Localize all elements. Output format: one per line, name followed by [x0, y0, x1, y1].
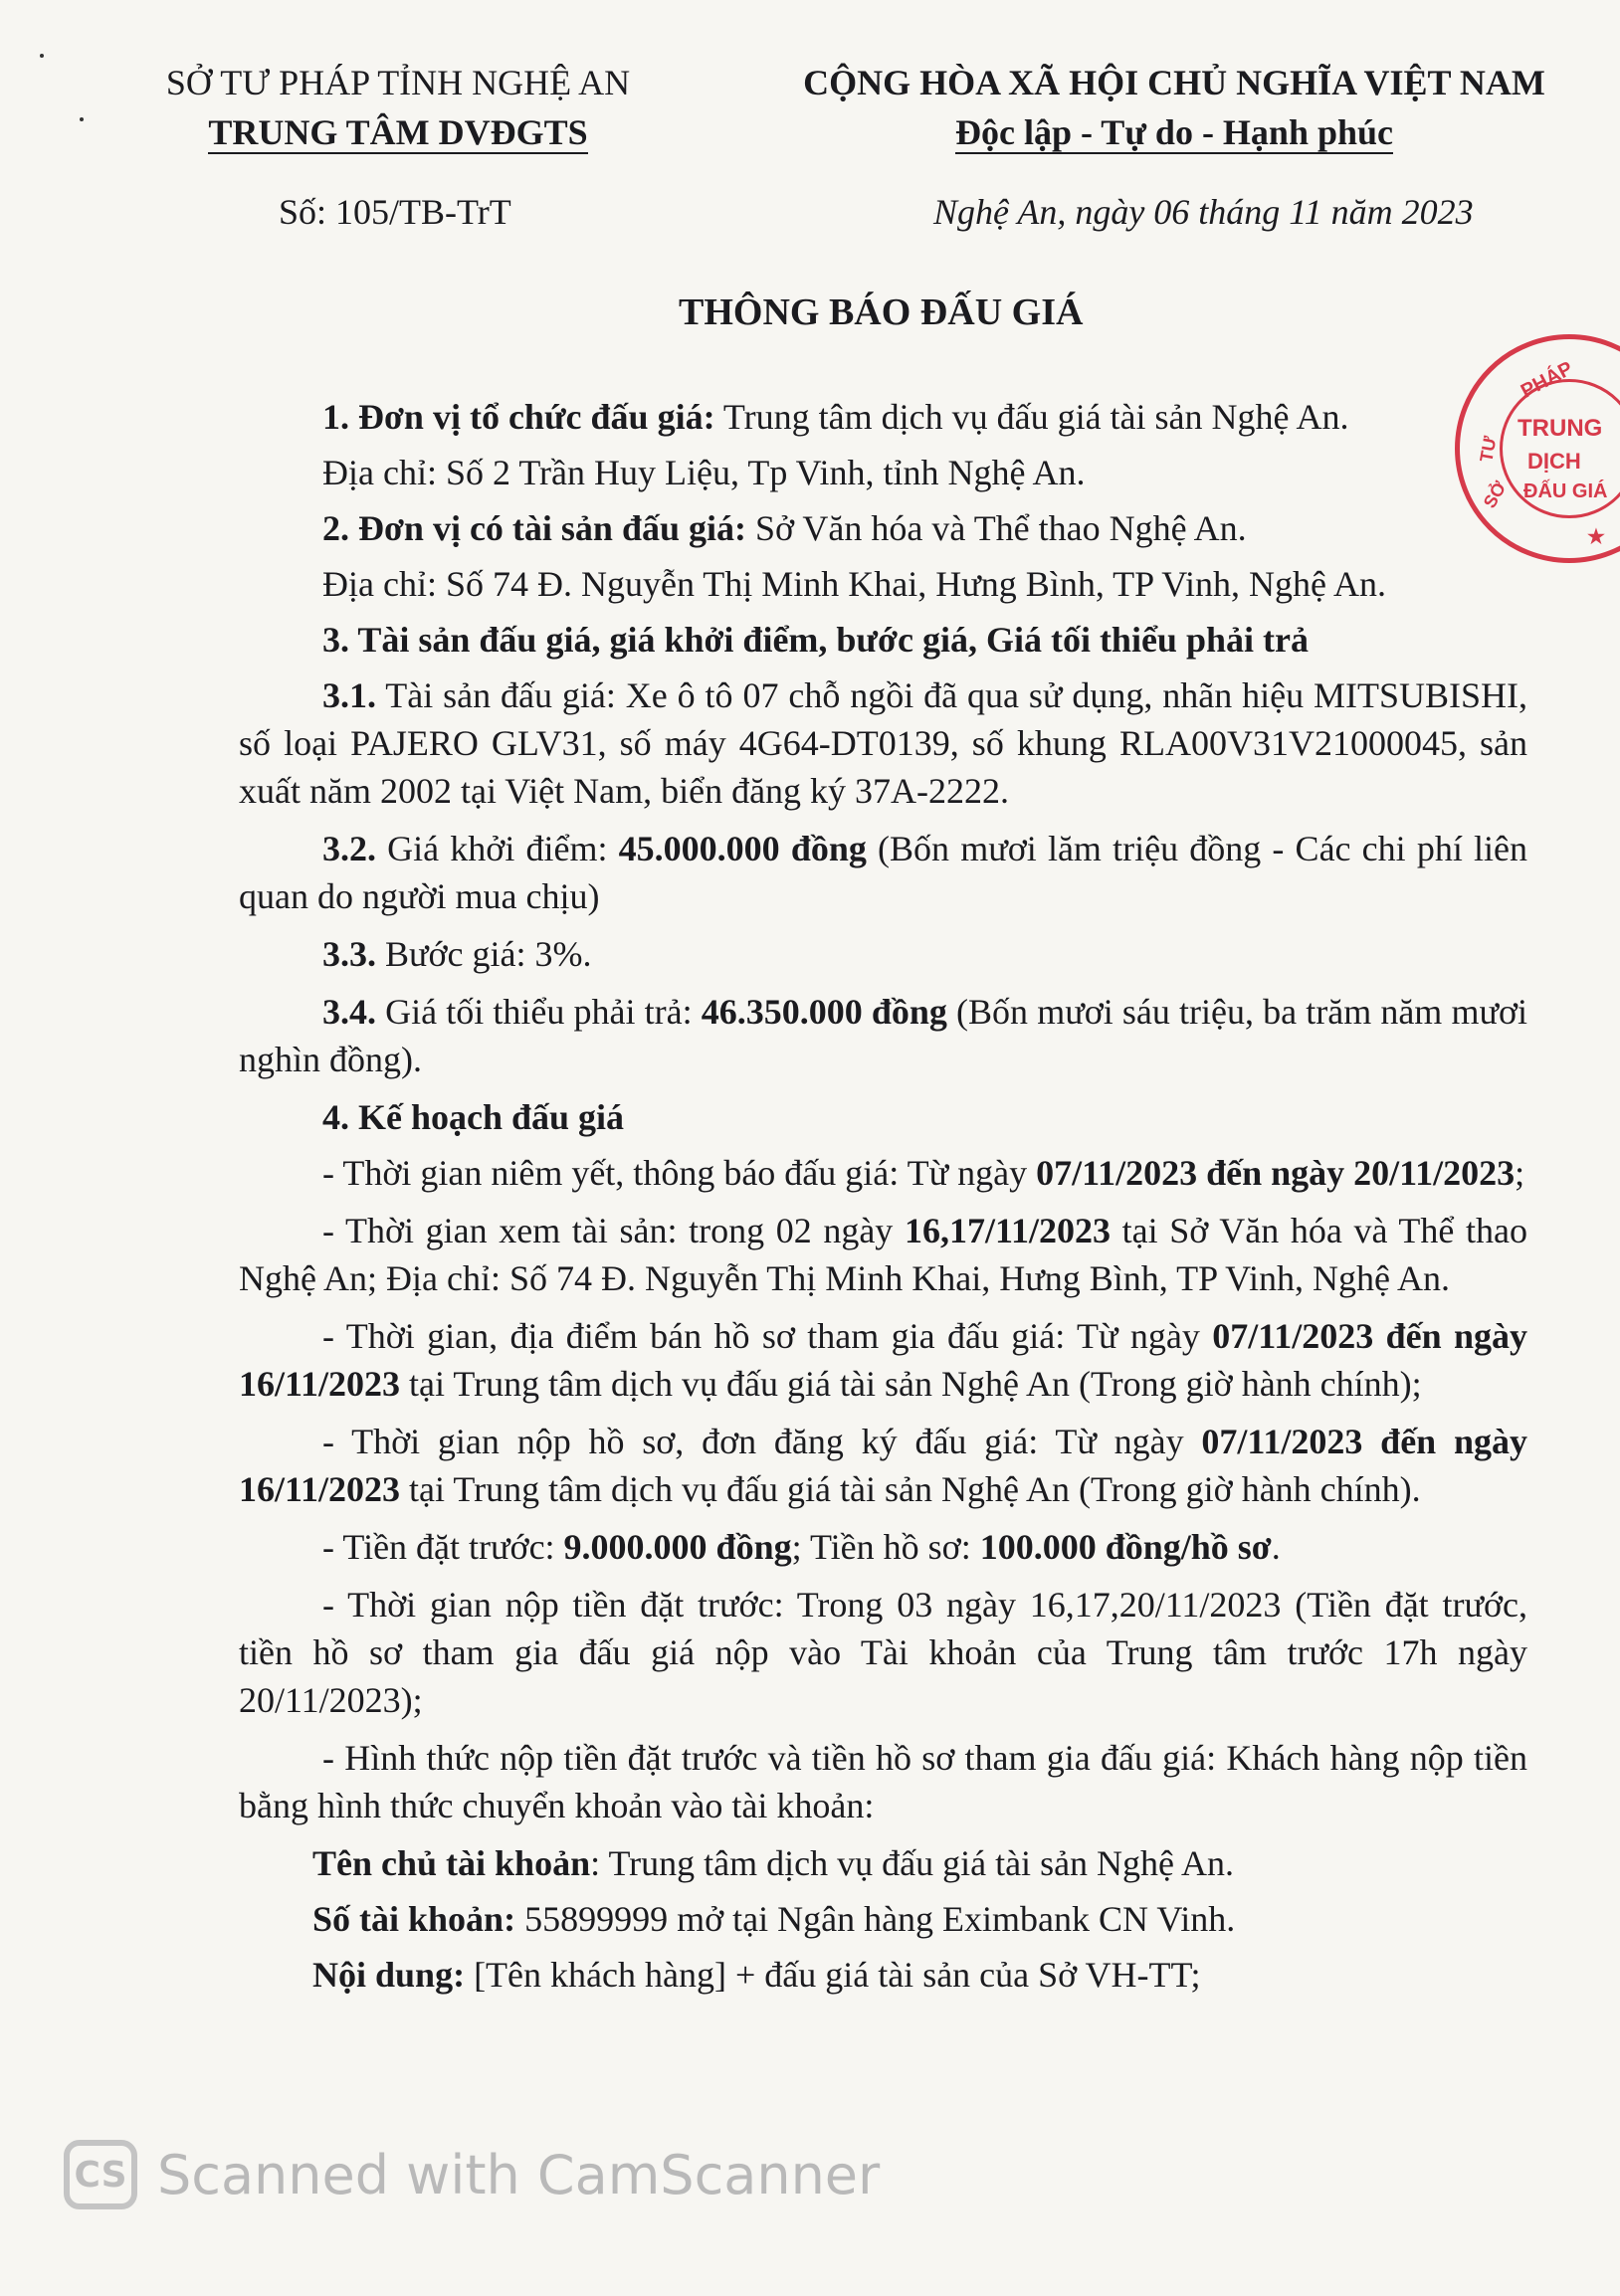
section-2-label: 2. Đơn vị có tài sản đấu giá: — [322, 508, 746, 548]
section-3-4-post: (Bốn mươi sáu triệu, ba trăm năm mươi nghìn đồng). — [239, 992, 1527, 1079]
section-3-4 — [239, 988, 1527, 1083]
section-3-4-label: 3.4. — [322, 992, 376, 1032]
transfer-content — [239, 1951, 1527, 1999]
seal-text-left2: SỞ — [1479, 478, 1511, 512]
section-3-heading: 3. Tài sản đấu giá, giá khởi điểm, bước giá, Giá tối thiểu phải trả — [322, 620, 1309, 660]
plan-item-viewing-post: tại Sở Văn hóa và Thể thao Nghệ An; Địa chỉ: Số 74 Đ. Nguyễn Thị Minh Khai, Hưng Bình, TP Vinh, Nghệ An. — [239, 1211, 1527, 1298]
plan-item-payment-method: - Hình thức nộp tiền đặt trước và tiền hồ sơ tham gia đấu giá: Khách hàng nộp tiền bằng hình thức chuyển khoản vào tài khoản: — [239, 1738, 1527, 1825]
issuer-line-1: SỞ TƯ PHÁP TỈNH NGHỆ AN — [165, 63, 631, 102]
issuer-line-2 — [129, 107, 667, 157]
section-3-2 — [239, 825, 1527, 920]
account-name-value: : Trung tâm dịch vụ đấu giá tài sản Nghệ An. — [590, 1843, 1235, 1883]
section-1-address: Địa chỉ: Số 2 Trần Huy Liệu, Tp Vinh, tỉnh Nghệ An. — [322, 453, 1086, 492]
account-name — [239, 1839, 1527, 1887]
plan-item-dossier-sale-post: tại Trung tâm dịch vụ đấu giá tài sản Nghệ An (Trong giờ hành chính); — [400, 1364, 1422, 1404]
section-4-heading: 4. Kế hoạch đấu giá — [322, 1097, 625, 1137]
section-3-2-label: 3.2. — [322, 829, 376, 868]
account-number-label: Số tài khoản: — [312, 1899, 516, 1939]
minimum-price: 46.350.000 đồng — [701, 992, 947, 1032]
starting-price: 45.000.000 đồng — [618, 829, 867, 868]
seal-text-line3: ĐẤU GIÁ — [1523, 480, 1608, 502]
seal-text-line2: DỊCH — [1527, 449, 1581, 474]
plan-item-dossier-sale-pre: - Thời gian, địa điểm bán hồ sơ tham gia đấu giá: Từ ngày — [322, 1316, 1213, 1356]
national-header — [766, 58, 1582, 157]
scan-speck — [80, 117, 84, 121]
document-date: Nghệ An, ngày 06 tháng 11 năm 2023 — [933, 192, 1474, 232]
plan-item-submission-pre: - Thời gian nộp hồ sơ, đơn đăng ký đấu giá: Từ ngày — [322, 1422, 1202, 1461]
plan-item-deposit-post: . — [1271, 1527, 1281, 1567]
section-2-address: Địa chỉ: Số 74 Đ. Nguyễn Thị Minh Khai, Hưng Bình, TP Vinh, Nghệ An. — [322, 564, 1387, 604]
document-title: THÔNG BÁO ĐẤU GIÁ — [679, 291, 1084, 333]
transfer-content-label: Nội dung: — [312, 1955, 466, 1995]
camscanner-logo-icon: CS — [64, 2140, 137, 2209]
section-2-value: Sở Văn hóa và Thể thao Nghệ An. — [746, 508, 1247, 548]
plan-item-listing-post: ; — [1515, 1153, 1525, 1193]
issuer-name: TRUNG TÂM DVĐGTS — [208, 112, 588, 152]
section-3-1-label: 3.1. — [322, 675, 376, 715]
section-2 — [239, 504, 1527, 552]
section-3-4-pre: Giá tối thiểu phải trả: — [376, 992, 702, 1032]
national-motto-text: Độc lập - Tự do - Hạnh phúc — [954, 112, 1394, 152]
plan-item-listing-pre: - Thời gian niêm yết, thông báo đấu giá: Từ ngày — [322, 1153, 1037, 1193]
dossier-fee: 100.000 đồng/hồ sơ — [979, 1527, 1272, 1567]
camscanner-watermark — [64, 2135, 880, 2214]
plan-item-listing-dates: 07/11/2023 đến ngày 20/11/2023 — [1036, 1153, 1516, 1193]
plan-item-submission-post: tại Trung tâm dịch vụ đấu giá tài sản Nghệ An (Trong giờ hành chính). — [400, 1469, 1421, 1509]
section-3-3-label: 3.3. — [322, 934, 376, 974]
seal-text-left1: TƯ — [1476, 434, 1501, 464]
seal-star-icon: ★ — [1587, 526, 1605, 548]
national-motto — [766, 107, 1582, 157]
section-3-3-text: Bước giá: 3%. — [376, 934, 592, 974]
plan-item-viewing-pre: - Thời gian xem tài sản: trong 02 ngày — [322, 1211, 905, 1250]
account-number — [239, 1895, 1527, 1943]
plan-item-deposit — [239, 1523, 1527, 1571]
section-1-value: Trung tâm dịch vụ đấu giá tài sản Nghệ An. — [714, 397, 1349, 437]
document-number: Số: 105/TB-TrT — [279, 192, 511, 232]
national-title: CỘNG HÒA XÃ HỘI CHỦ NGHĨA VIỆT NAM — [803, 63, 1545, 102]
plan-item-listing — [239, 1149, 1527, 1197]
issuer-header — [129, 58, 667, 157]
scan-speck — [40, 54, 44, 58]
plan-item-deposit-mid: ; Tiền hồ sơ: — [791, 1527, 980, 1567]
section-3-2-pre: Giá khởi điểm: — [376, 829, 619, 868]
plan-item-dossier-sale-dates: 07/11/2023 đến ngày 16/11/2023 — [239, 1316, 1527, 1404]
section-3-1-text: Tài sản đấu giá: Xe ô tô 07 chỗ ngồi đã qua sử dụng, nhãn hiệu MITSUBISHI, số loại PAJERO GLV31, số máy 4G64-DT0139, số khung RLA00V31V21000045, sản xuất năm 2002 tại Việt Nam, biển đăng ký 37A-2222. — [239, 675, 1527, 811]
seal-text-top: PHÁP — [1517, 357, 1577, 403]
section-1 — [239, 393, 1527, 441]
seal-text-line1: TRUNG — [1518, 415, 1603, 442]
section-3-3 — [239, 930, 1527, 978]
notice-body — [239, 393, 1527, 2007]
section-3-1 — [239, 671, 1527, 815]
section-3-2-post: (Bốn mươi lăm triệu đồng - Các chi phí liên quan do người mua chịu) — [239, 829, 1527, 916]
plan-item-deposit-time: - Thời gian nộp tiền đặt trước: Trong 03 ngày 16,17,20/11/2023 (Tiền đặt trước, tiền hồ sơ tham gia đấu giá nộp vào Tài khoản của Trung tâm trước 17h ngày 20/11/2023); — [239, 1585, 1527, 1720]
plan-item-submission — [239, 1418, 1527, 1513]
section-1-label: 1. Đơn vị tổ chức đấu giá: — [322, 397, 715, 437]
transfer-content-value: [Tên khách hàng] + đấu giá tài sản của Sở VH-TT; — [465, 1955, 1201, 1995]
account-name-label: Tên chủ tài khoản — [312, 1843, 591, 1883]
plan-item-viewing-dates: 16,17/11/2023 — [904, 1211, 1111, 1250]
plan-item-deposit-pre: - Tiền đặt trước: — [322, 1527, 564, 1567]
plan-item-viewing — [239, 1207, 1527, 1302]
deposit-amount: 9.000.000 đồng — [563, 1527, 792, 1567]
account-number-value: 55899999 mở tại Ngân hàng Eximbank CN Vinh. — [515, 1899, 1236, 1939]
plan-item-submission-dates: 07/11/2023 đến ngày 16/11/2023 — [239, 1422, 1528, 1509]
plan-item-dossier-sale — [239, 1312, 1527, 1408]
watermark-text: Scanned with CamScanner — [157, 2143, 881, 2206]
